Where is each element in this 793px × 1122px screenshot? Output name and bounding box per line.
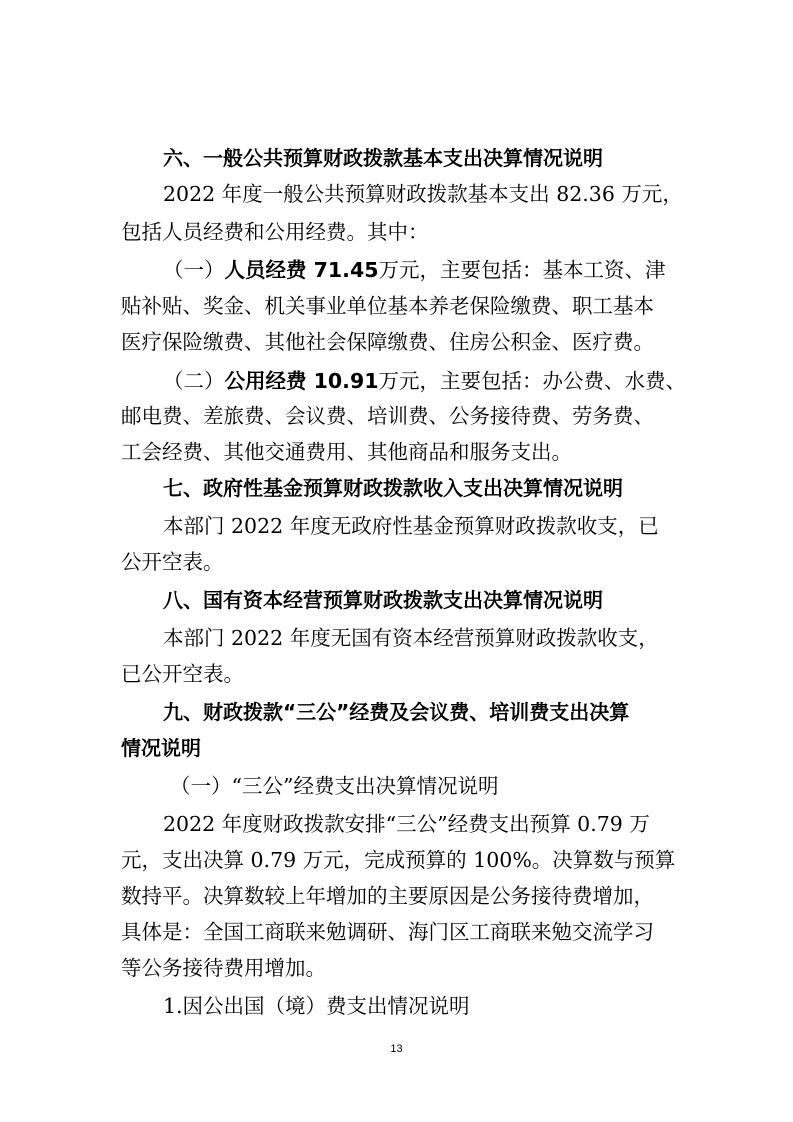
s6-paragraph-3-line-3: 工会经费、其他交通费用、其他商品和服务支出。: [121, 440, 572, 464]
section-7-heading: 七、政府性基金预算财政拨款收入支出决算情况说明: [163, 476, 623, 500]
section-8-heading: 八、国有资本经营预算财政拨款支出决算情况说明: [163, 588, 603, 612]
s6-paragraph-1-line-1: 2022 年度一般公共预算财政拨款基本支出 82.36 万元，: [163, 182, 683, 206]
s9-item-1: 1.因公出国（境）费支出情况说明: [163, 994, 470, 1018]
s6-paragraph-2-line-2: 贴补贴、奖金、机关事业单位基本养老保险缴费、职工基本: [121, 294, 654, 318]
s9-subheading-1: （一）“三公”经费支出决算情况说明: [170, 774, 499, 798]
s6-paragraph-3-line-1: [163, 367, 686, 395]
s9-line-3: 数持平。决算数较上年增加的主要原因是公务接待费增加，: [121, 884, 654, 908]
s9-line-4: 具体是：全国工商联来勉调研、海门区工商联来勉交流学习: [121, 920, 654, 944]
s7-line-1: 本部门 2022 年度无政府性基金预算财政拨款收支，已: [163, 514, 659, 538]
item-prefix: （一）: [163, 258, 225, 282]
s6-paragraph-2-line-1: [163, 256, 665, 284]
section-9-heading-line-1: 九、财政拨款“三公”经费及会议费、培训费支出决算: [163, 700, 630, 724]
s9-line-5: 等公务接待费用增加。: [121, 956, 326, 980]
s6-paragraph-1-line-2: 包括人员经费和公用经费。其中：: [121, 220, 429, 244]
item-prefix: （二）: [163, 369, 225, 393]
s6-paragraph-3-line-2: 邮电费、差旅费、会议费、培训费、公务接待费、劳务费、: [121, 404, 654, 428]
s7-line-2: 公开空表。: [121, 550, 224, 574]
section-9-heading-line-2: 情况说明: [121, 736, 201, 760]
s8-line-2: 已公开空表。: [121, 662, 244, 686]
s9-line-2: 元，支出决算 0.79 万元，完成预算的 100%。决算数与预算: [121, 848, 676, 872]
s6-paragraph-2-line-3: 医疗保险缴费、其他社会保障缴费、住房公积金、医疗费。: [121, 330, 654, 354]
item-text: 万元，主要包括：办公费、水费、: [378, 369, 686, 393]
item-text: 万元，主要包括：基本工资、津: [378, 258, 666, 282]
section-6-heading: 六、一般公共预算财政拨款基本支出决算情况说明: [163, 146, 603, 170]
public-expense-highlight: 公用经费 10.91: [224, 369, 379, 393]
s8-line-1: 本部门 2022 年度无国有资本经营预算财政拨款收支，: [163, 626, 659, 650]
page-number: 13: [390, 1043, 403, 1055]
personnel-expense-highlight: 人员经费 71.45: [224, 258, 379, 282]
s9-line-1: 2022 年度财政拨款安排“三公”经费支出预算 0.79 万: [163, 812, 650, 836]
